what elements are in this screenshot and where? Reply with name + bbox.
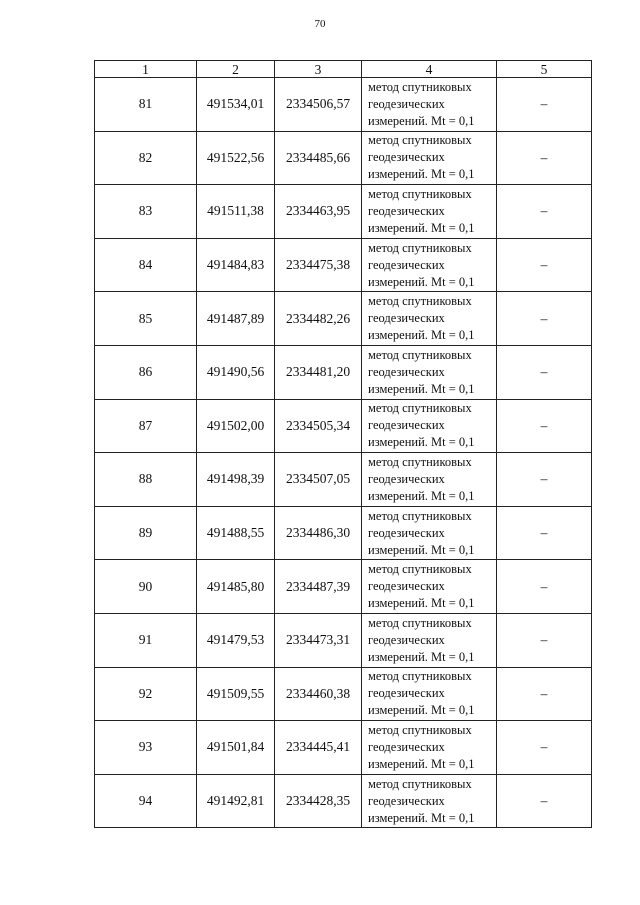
method-cell: метод спутниковых геодезических измерений. Mt = 0,1 bbox=[362, 185, 497, 239]
x-coordinate-cell: 491484,83 bbox=[197, 238, 275, 292]
table-row bbox=[95, 399, 592, 453]
x-coordinate-cell: 491485,80 bbox=[197, 560, 275, 614]
y-coordinate-cell: 2334485,66 bbox=[275, 131, 362, 185]
note-cell: – bbox=[497, 613, 592, 667]
point-number-cell: 85 bbox=[95, 292, 197, 346]
y-coordinate-cell: 2334445,41 bbox=[275, 721, 362, 775]
method-cell: метод спутниковых геодезических измерений. Mt = 0,1 bbox=[362, 506, 497, 560]
note-cell: – bbox=[497, 721, 592, 775]
point-number-cell: 90 bbox=[95, 560, 197, 614]
table-row bbox=[95, 131, 592, 185]
note-cell: – bbox=[497, 185, 592, 239]
method-cell: метод спутниковых геодезических измерений. Mt = 0,1 bbox=[362, 667, 497, 721]
header-col-2: 2 bbox=[197, 61, 275, 78]
table-header-row bbox=[95, 61, 592, 78]
note-cell: – bbox=[497, 453, 592, 507]
coordinates-table bbox=[94, 60, 592, 828]
table-row bbox=[95, 613, 592, 667]
y-coordinate-cell: 2334486,30 bbox=[275, 506, 362, 560]
page-number: 70 bbox=[314, 18, 326, 30]
header-col-3: 3 bbox=[275, 61, 362, 78]
method-cell: метод спутниковых геодезических измерений. Mt = 0,1 bbox=[362, 78, 497, 132]
note-cell: – bbox=[497, 238, 592, 292]
x-coordinate-cell: 491509,55 bbox=[197, 667, 275, 721]
table-row bbox=[95, 185, 592, 239]
header-col-4: 4 bbox=[362, 61, 497, 78]
y-coordinate-cell: 2334506,57 bbox=[275, 78, 362, 132]
note-cell: – bbox=[497, 399, 592, 453]
table-row bbox=[95, 721, 592, 775]
point-number-cell: 88 bbox=[95, 453, 197, 507]
note-cell: – bbox=[497, 345, 592, 399]
method-cell: метод спутниковых геодезических измерений. Mt = 0,1 bbox=[362, 721, 497, 775]
x-coordinate-cell: 491511,38 bbox=[197, 185, 275, 239]
note-cell: – bbox=[497, 506, 592, 560]
y-coordinate-cell: 2334482,26 bbox=[275, 292, 362, 346]
y-coordinate-cell: 2334487,39 bbox=[275, 560, 362, 614]
header-col-5: 5 bbox=[497, 61, 592, 78]
point-number-cell: 86 bbox=[95, 345, 197, 399]
table-row bbox=[95, 506, 592, 560]
point-number-cell: 82 bbox=[95, 131, 197, 185]
x-coordinate-cell: 491522,56 bbox=[197, 131, 275, 185]
table-row bbox=[95, 560, 592, 614]
y-coordinate-cell: 2334507,05 bbox=[275, 453, 362, 507]
point-number-cell: 92 bbox=[95, 667, 197, 721]
x-coordinate-cell: 491487,89 bbox=[197, 292, 275, 346]
y-coordinate-cell: 2334463,95 bbox=[275, 185, 362, 239]
method-cell: метод спутниковых геодезических измерений. Mt = 0,1 bbox=[362, 292, 497, 346]
note-cell: – bbox=[497, 774, 592, 828]
y-coordinate-cell: 2334505,34 bbox=[275, 399, 362, 453]
y-coordinate-cell: 2334473,31 bbox=[275, 613, 362, 667]
method-cell: метод спутниковых геодезических измерений. Mt = 0,1 bbox=[362, 399, 497, 453]
table-row bbox=[95, 667, 592, 721]
note-cell: – bbox=[497, 78, 592, 132]
y-coordinate-cell: 2334475,38 bbox=[275, 238, 362, 292]
table-row bbox=[95, 238, 592, 292]
point-number-cell: 93 bbox=[95, 721, 197, 775]
point-number-cell: 84 bbox=[95, 238, 197, 292]
method-cell: метод спутниковых геодезических измерений. Mt = 0,1 bbox=[362, 345, 497, 399]
method-cell: метод спутниковых геодезических измерений. Mt = 0,1 bbox=[362, 131, 497, 185]
table-row bbox=[95, 453, 592, 507]
x-coordinate-cell: 491488,55 bbox=[197, 506, 275, 560]
note-cell: – bbox=[497, 131, 592, 185]
x-coordinate-cell: 491502,00 bbox=[197, 399, 275, 453]
method-cell: метод спутниковых геодезических измерений. Mt = 0,1 bbox=[362, 453, 497, 507]
x-coordinate-cell: 491479,53 bbox=[197, 613, 275, 667]
point-number-cell: 94 bbox=[95, 774, 197, 828]
table-row bbox=[95, 78, 592, 132]
x-coordinate-cell: 491534,01 bbox=[197, 78, 275, 132]
point-number-cell: 83 bbox=[95, 185, 197, 239]
y-coordinate-cell: 2334428,35 bbox=[275, 774, 362, 828]
table-row bbox=[95, 774, 592, 828]
note-cell: – bbox=[497, 292, 592, 346]
table-row bbox=[95, 292, 592, 346]
table-row bbox=[95, 345, 592, 399]
y-coordinate-cell: 2334460,38 bbox=[275, 667, 362, 721]
x-coordinate-cell: 491501,84 bbox=[197, 721, 275, 775]
x-coordinate-cell: 491490,56 bbox=[197, 345, 275, 399]
y-coordinate-cell: 2334481,20 bbox=[275, 345, 362, 399]
method-cell: метод спутниковых геодезических измерений. Mt = 0,1 bbox=[362, 560, 497, 614]
point-number-cell: 87 bbox=[95, 399, 197, 453]
point-number-cell: 91 bbox=[95, 613, 197, 667]
header-col-1: 1 bbox=[95, 61, 197, 78]
method-cell: метод спутниковых геодезических измерений. Mt = 0,1 bbox=[362, 238, 497, 292]
x-coordinate-cell: 491498,39 bbox=[197, 453, 275, 507]
x-coordinate-cell: 491492,81 bbox=[197, 774, 275, 828]
method-cell: метод спутниковых геодезических измерений. Mt = 0,1 bbox=[362, 613, 497, 667]
method-cell: метод спутниковых геодезических измерений. Mt = 0,1 bbox=[362, 774, 497, 828]
point-number-cell: 89 bbox=[95, 506, 197, 560]
point-number-cell: 81 bbox=[95, 78, 197, 132]
note-cell: – bbox=[497, 667, 592, 721]
note-cell: – bbox=[497, 560, 592, 614]
